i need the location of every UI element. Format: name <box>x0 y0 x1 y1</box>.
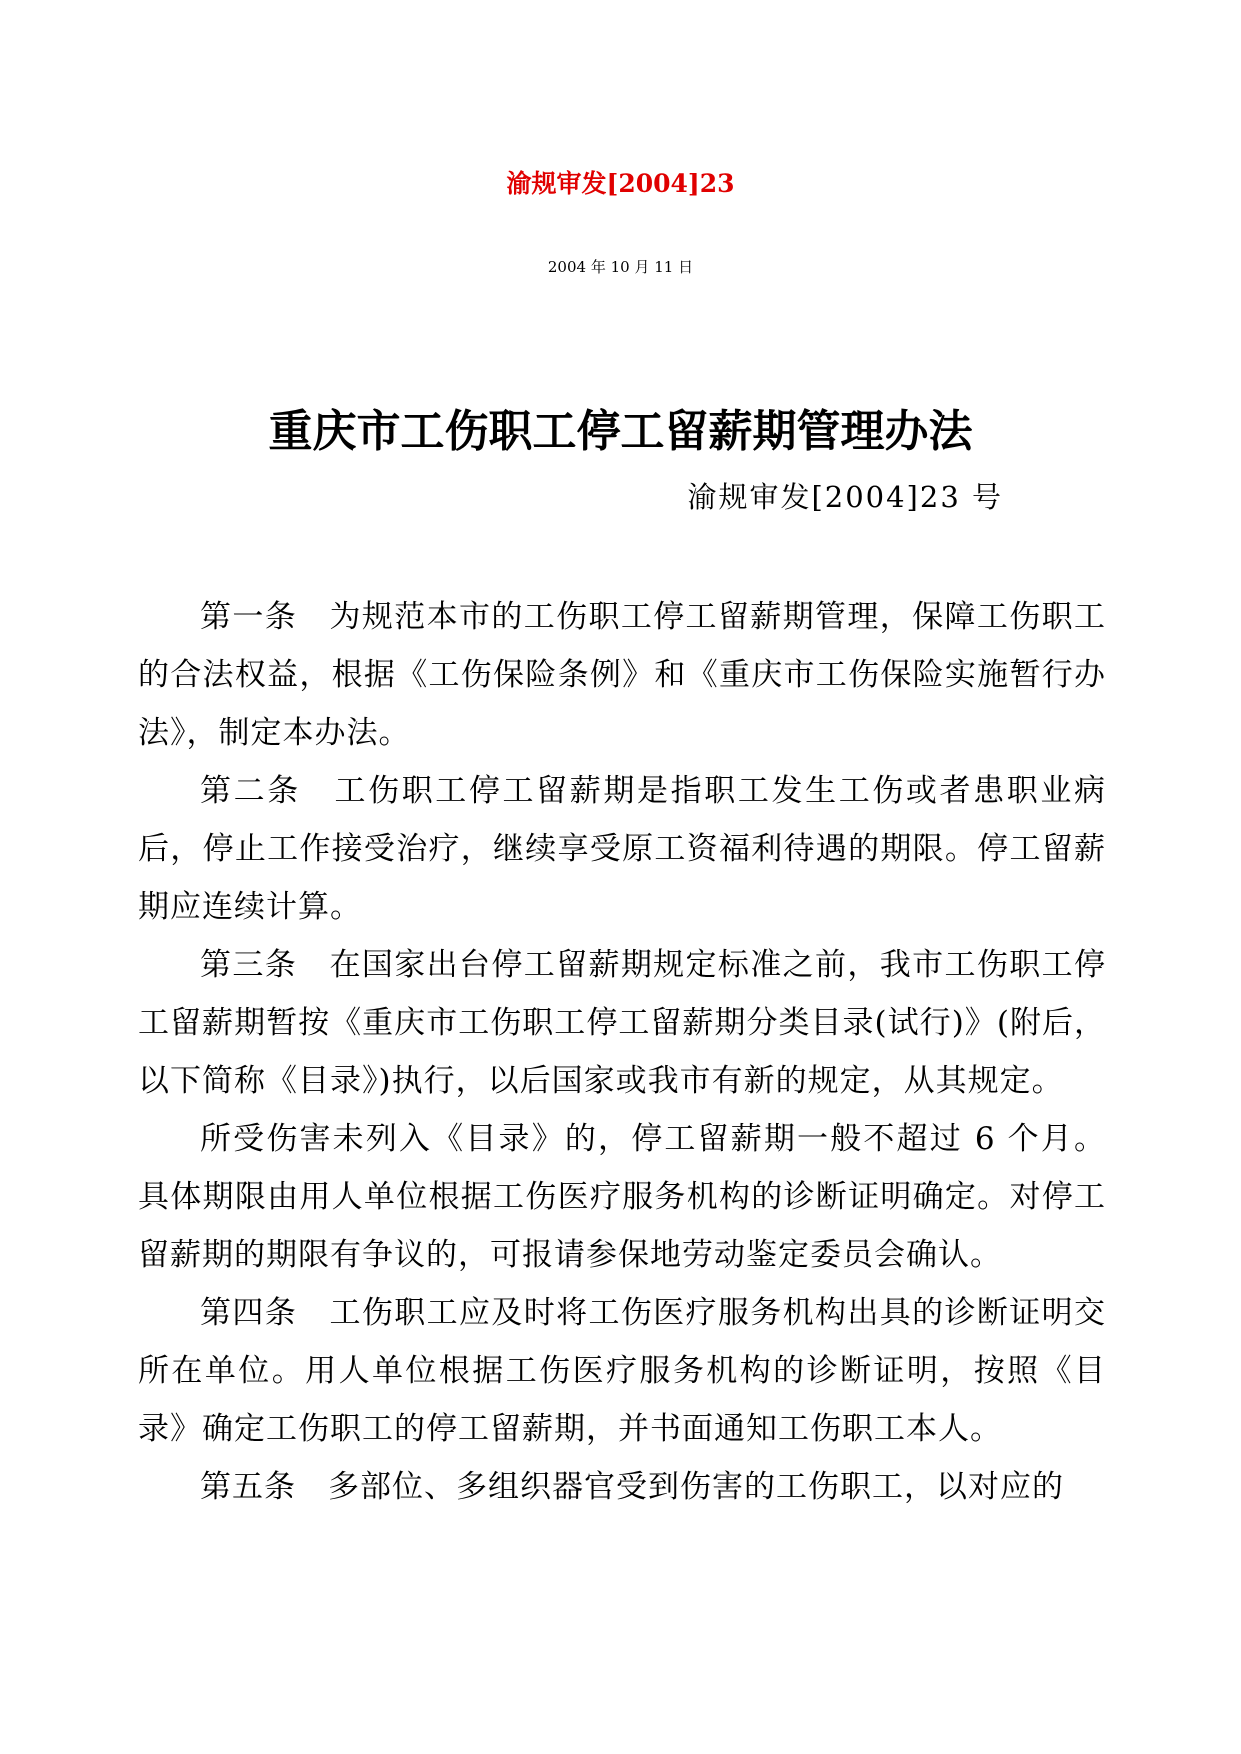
doc-date: 2004 年 10 月 11 日 <box>547 258 694 276</box>
article-4: 第四条 工伤职工应及时将工伤医疗服务机构出具的诊断证明交所在单位。用人单位根据工伤医疗服务机构的诊断证明，按照《目录》确定工伤职工的停工留薪期，并书面通知工伤职工本人。 <box>138 1295 1106 1447</box>
article-5: 第五条 多部位、多组织器官受到伤害的工伤职工，以对应的 <box>200 1469 1064 1505</box>
doc-subnumber: 渝规审发[2004]23 号 <box>687 480 1003 514</box>
doc-body <box>138 588 1106 1516</box>
article-1: 第一条 为规范本市的工伤职工停工留薪期管理，保障工伤职工的合法权益，根据《工伤保险条例》和《重庆市工伤保险实施暂行办法》，制定本办法。 <box>138 599 1106 751</box>
doc-title: 重庆市工伤职工停工留薪期管理办法 <box>268 406 973 457</box>
article-3-clause: 所受伤害未列入《目录》的，停工留薪期一般不超过 6 个月。具体期限由用人单位根据工伤医疗服务机构的诊断证明确定。对停工留薪期的期限有争议的，可报请参保地劳动鉴定委员会确认。 <box>138 1121 1106 1273</box>
article-3: 第三条 在国家出台停工留薪期规定标准之前，我市工伤职工停工留薪期暂按《重庆市工伤职工停工留薪期分类目录(试行)》(附后，以下简称《目录》)执行，以后国家或我市有新的规定，从其规定。 <box>138 947 1106 1099</box>
doc-number-header: 渝规审发[2004]23 <box>506 169 735 198</box>
article-2: 第二条 工伤职工停工留薪期是指职工发生工伤或者患职业病后，停止工作接受治疗，继续享受原工资福利待遇的期限。停工留薪期应连续计算。 <box>138 773 1106 925</box>
